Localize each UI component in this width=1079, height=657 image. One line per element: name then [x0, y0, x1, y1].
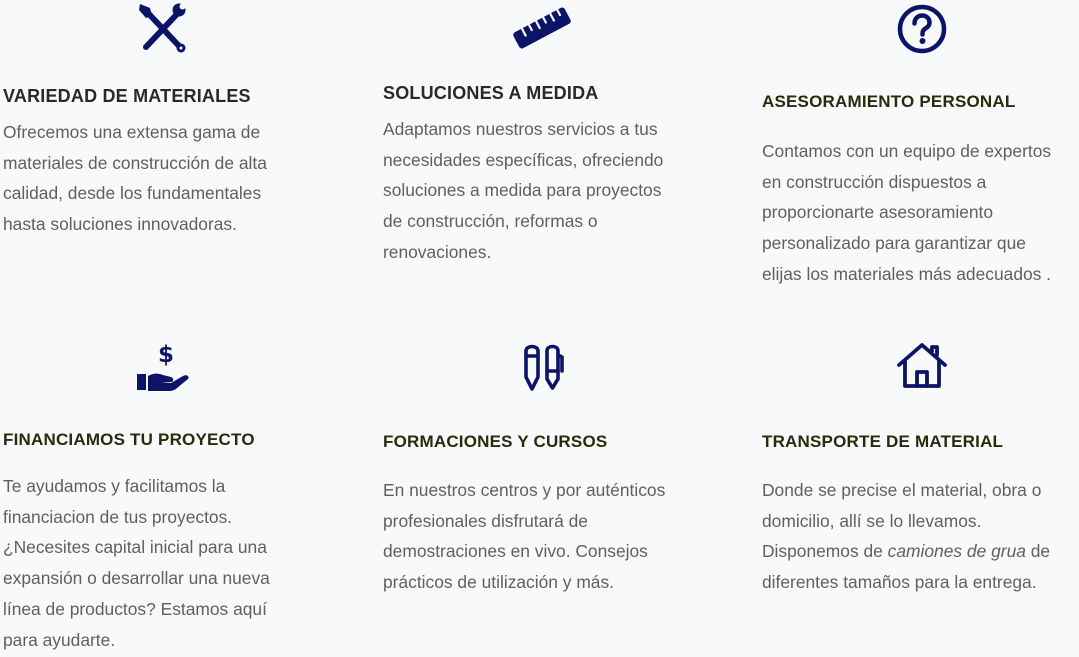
svg-text:$: $	[157, 342, 175, 368]
feature-description: Adaptamos nuestros servicios a tus necesidades específicas, ofreciendo soluciones a medida para proyectos de construcción, reformas o renovaciones.	[383, 119, 664, 262]
feature-title: VARIEDAD DE MATERIALES	[3, 86, 251, 106]
feature-title: SOLUCIONES A MEDIDA	[383, 83, 599, 103]
feature-title: TRANSPORTE DE MATERIAL	[762, 432, 1004, 451]
feature-title: FORMACIONES Y CURSOS	[383, 432, 608, 451]
pencil-pen-icon	[520, 341, 564, 393]
question-circle-icon	[897, 4, 947, 54]
feature-description: En nuestros centros y por auténticos profesionales disfrutará de demostraciones en vivo. Consejos prácticos de utilización y más.	[383, 480, 666, 593]
feature-financiamos-proyecto	[3, 330, 321, 657]
ruler-icon	[510, 4, 574, 52]
feature-variedad-materiales	[3, 0, 321, 240]
feature-formaciones-cursos	[383, 330, 701, 600]
feature-transporte-material	[762, 330, 1079, 600]
feature-title: FINANCIAMOS TU PROYECTO	[3, 430, 255, 449]
house-icon	[896, 342, 948, 390]
feature-title: ASESORAMIENTO PERSONAL	[762, 92, 1016, 111]
hand-dollar-icon	[135, 340, 195, 394]
feature-soluciones-medida	[383, 0, 701, 270]
feature-description: Te ayudamos y facilitamos la financiacion de tus proyectos. ¿Necesites capital inicial para una expansión o desarrollar una nueva línea de productos? Estamos aquí para ayudarte.	[3, 476, 270, 650]
feature-description: Donde se precise el material, obra o domicilio, allí se lo llevamos. Disponemos de camiones de grua de diferentes tamaños para la entrega.	[762, 480, 1051, 593]
feature-asesoramiento-personal	[762, 0, 1079, 290]
emphasis-camiones: camiones de grua	[887, 541, 1026, 562]
tools-icon	[136, 2, 192, 54]
feature-description: Ofrecemos una extensa gama de materiales de construcción de alta calidad, desde los fundamentales hasta soluciones innovadoras.	[3, 122, 267, 235]
feature-description: Contamos con un equipo de expertos en construcción dispuestos a proporcionarte asesoramiento personalizado para garantizar que elijas los materiales más adecuados .	[762, 141, 1052, 284]
